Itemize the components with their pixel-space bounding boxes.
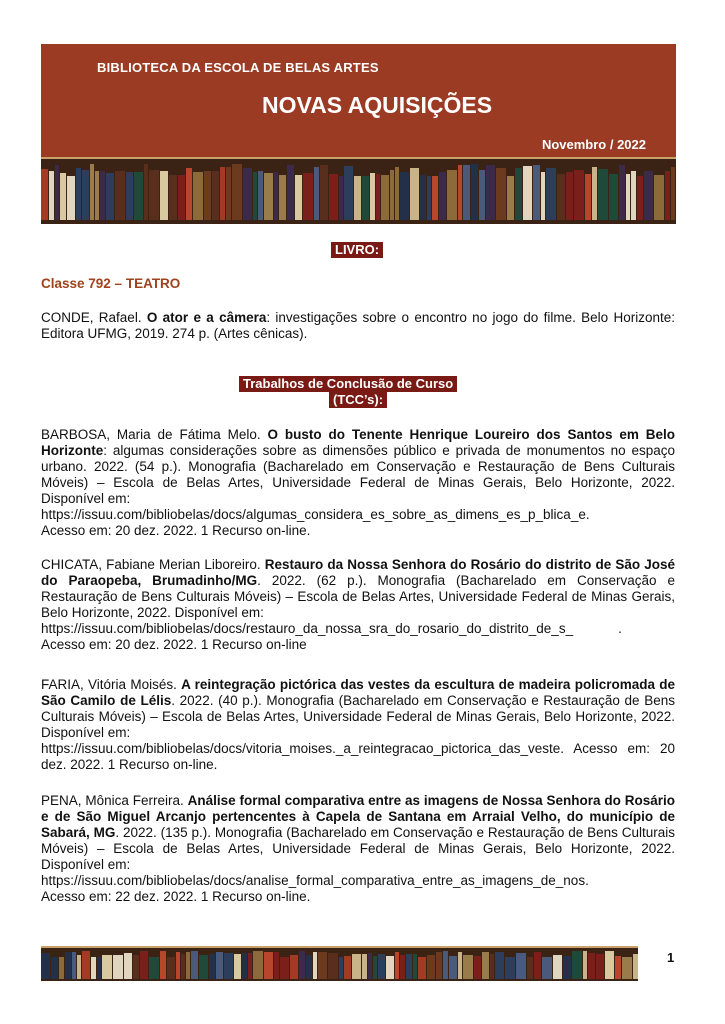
book-spine	[234, 954, 241, 979]
book-spine	[486, 165, 495, 220]
book-spine	[91, 957, 96, 979]
book-spine	[258, 171, 263, 220]
book-spine	[527, 957, 533, 979]
book-spine	[224, 953, 233, 979]
book-spine	[212, 171, 219, 220]
book-spine	[406, 954, 412, 979]
entry-access: Acesso em: 22 dez. 2022. 1 Recurso on-line.	[41, 889, 311, 904]
book-spine	[193, 172, 203, 220]
book-spine	[354, 176, 361, 220]
entry-author: CONDE, Rafael.	[41, 310, 147, 325]
tcc-entry	[41, 677, 675, 773]
entry-details: : algumas considerações sobre as dimensões público e privada de monumentos no espaço urbano. 2022. (54 p.). Monografia (Bacharelado em Conservação e Restauração de Bens Culturais Móveis) – Escola de Belas Artes, Universidade Federal de Minas Gerais, Belo Horizonte, 2022. Disponível em:	[41, 443, 675, 506]
book-spine	[362, 954, 367, 979]
book-spine	[264, 173, 273, 220]
book-spine	[588, 953, 595, 979]
book-spine	[314, 167, 319, 220]
book-spine	[533, 165, 540, 220]
book-spine	[76, 168, 81, 220]
entry-title: O ator e a câmera	[146, 310, 267, 325]
book-spine	[264, 952, 273, 979]
book-spine	[400, 955, 405, 979]
book-spine	[463, 955, 473, 979]
issue-date: Novembro / 2022	[541, 137, 646, 152]
book-spine	[232, 164, 242, 220]
book-spine	[368, 953, 372, 979]
book-spine	[344, 956, 351, 979]
book-spine	[134, 172, 143, 220]
book-spine	[51, 957, 58, 979]
book-spine	[144, 164, 148, 220]
book-spine	[352, 954, 361, 979]
section-label-tcc-abbrev: (TCC’s):	[329, 392, 387, 408]
section-label-livro: LIVRO:	[331, 242, 383, 258]
book-spine	[169, 175, 177, 220]
entry-author: FARIA, Vitória Moisés.	[41, 677, 182, 692]
book-spine	[633, 954, 638, 979]
entry-author: BARBOSA, Maria de Fátima Melo.	[41, 427, 268, 442]
entry-url[interactable]: https://issuu.com/bibliobelas/docs/analise_formal_comparativa_entre_as_imagens_de_nos.	[41, 873, 589, 888]
book-spine	[113, 955, 123, 979]
page-number: 1	[667, 950, 675, 965]
book-spine	[274, 172, 278, 220]
book-spine	[106, 173, 114, 220]
entry-url[interactable]: https://issuu.com/bibliobelas/docs/restauro_da_nossa_sra_do_rosario_do_distrito_de_s_ .	[41, 621, 622, 636]
book-spine	[395, 167, 399, 220]
library-name: BIBLIOTECA DA ESCOLA DE BELAS ARTES	[97, 60, 379, 75]
book-spine	[390, 170, 394, 220]
book-spine	[420, 175, 426, 220]
book-spine	[362, 176, 369, 220]
book-spine	[373, 956, 377, 979]
book-spine	[553, 955, 562, 979]
book-spine	[77, 955, 81, 979]
book-spine	[49, 171, 54, 220]
book-spine	[458, 165, 462, 220]
book-spine	[631, 171, 636, 220]
book-spine	[242, 953, 247, 979]
book-spine	[339, 176, 343, 220]
book-spine	[626, 174, 630, 220]
book-spine	[181, 954, 185, 979]
book-spine	[622, 957, 632, 979]
book-spine	[376, 174, 380, 220]
book-spine	[320, 165, 328, 220]
book-spine	[490, 954, 494, 979]
book-spine	[274, 952, 279, 979]
book-spine	[186, 168, 192, 220]
entry-author: PENA, Mônica Ferreira.	[41, 793, 188, 808]
entry-details: . 2022. (40 p.). Monografia (Bacharelado em Conservação e Restauração de Bens Culturais Móveis) – Escola de Belas Artes, Universidade Federal de Minas Gerais, Belo Horizonte, 2022. Disponível em:	[41, 693, 675, 740]
book-spine	[637, 176, 643, 220]
book-spine	[133, 955, 139, 979]
book-spine	[427, 176, 431, 220]
book-spine	[280, 957, 289, 979]
book-spine	[585, 174, 591, 220]
book-spine	[566, 172, 573, 220]
book-spine	[204, 171, 211, 220]
book-spine	[209, 954, 215, 979]
book-spine	[671, 167, 675, 220]
book-spine	[287, 165, 294, 220]
book-spine	[665, 171, 670, 220]
book-spine	[523, 166, 532, 220]
book-spine	[432, 176, 438, 220]
book-spine	[160, 951, 166, 979]
book-spine	[318, 952, 327, 979]
book-spine	[495, 952, 504, 979]
book-spine	[654, 175, 664, 220]
entry-title: A reintegração pictórica das vestes da escultura de madeira policromada de São Camilo de Lélis	[41, 677, 675, 708]
entry-access: Acesso em: 20 dez. 2022. 1 Recurso on-line	[41, 637, 307, 652]
book-spine	[507, 176, 514, 220]
book-spine	[102, 955, 112, 979]
book-spine	[534, 952, 541, 979]
book-spine	[100, 171, 105, 220]
book-spine	[546, 168, 556, 220]
book-spine	[220, 167, 225, 220]
book-spine	[328, 953, 338, 979]
book-spine	[370, 173, 375, 220]
book-spine	[253, 951, 263, 979]
book-spine	[619, 165, 625, 220]
bookshelf-footer-image	[41, 946, 638, 981]
book-spine	[226, 167, 231, 220]
book-spine	[463, 165, 470, 220]
book-spine	[381, 175, 389, 220]
page-title: NOVAS AQUISIÇÕES	[262, 92, 493, 118]
book-spine	[191, 951, 198, 979]
book-spine	[436, 952, 442, 979]
book-spine	[186, 952, 190, 979]
book-spine	[329, 174, 338, 220]
book-spine	[95, 171, 99, 220]
entry-url[interactable]: https://issuu.com/bibliobelas/docs/vitoria_moises._a_reintegracao_pictorica_das_veste. Acesso em: 20 dez. 2022. 1 Recurso on-line.	[41, 741, 675, 772]
book-spine	[124, 953, 132, 979]
book-spine	[439, 172, 446, 220]
book-spine	[386, 956, 394, 979]
book-spine	[248, 953, 252, 979]
book-spine	[60, 173, 66, 220]
book-spine	[496, 168, 506, 220]
book-spine	[400, 172, 409, 220]
book-spine	[90, 164, 94, 220]
book-spine	[542, 957, 552, 979]
book-spine	[378, 954, 385, 979]
book-spine	[574, 170, 584, 220]
book-spine	[515, 168, 522, 220]
book-spine	[313, 952, 317, 979]
book-spine	[471, 164, 478, 220]
book-spine	[615, 956, 621, 979]
book-spine	[149, 170, 159, 220]
book-spine	[306, 955, 312, 979]
book-spine	[41, 953, 50, 979]
bookshelf-banner-image	[41, 157, 676, 224]
book-spine	[598, 169, 608, 220]
book-spine	[605, 951, 614, 979]
book-spine	[243, 168, 252, 220]
entry-title: Restauro da Nossa Senhora do Rosário do distrito de São José do Paraopeba, Brumadinho/MG	[41, 557, 675, 588]
book-spine	[59, 957, 64, 979]
book-spine	[253, 172, 257, 220]
book-spine	[395, 952, 399, 979]
book-spine	[344, 166, 353, 220]
entry-details: : investigações sobre o encontro no jogo do filme. Belo Horizonte: Editora UFMG, 2019. 274 p. (Artes cênicas).	[41, 310, 675, 341]
book-spine	[176, 952, 180, 979]
book-spine	[413, 954, 417, 979]
book-spine	[160, 171, 168, 220]
book-spine	[458, 952, 462, 979]
book-spine	[167, 957, 175, 979]
book-spine	[505, 957, 515, 979]
book-spine	[339, 957, 343, 979]
book-spine	[216, 952, 223, 979]
book-spine	[482, 952, 489, 979]
book-entry	[41, 310, 675, 342]
book-spine	[295, 175, 302, 220]
book-spine	[41, 169, 48, 220]
book-spine	[82, 170, 89, 220]
book-spine	[418, 957, 426, 979]
entry-title: O busto do Tenente Henrique Loureiro dos Santos em Belo Horizonte	[41, 427, 675, 458]
book-spine	[126, 172, 133, 220]
book-spine	[410, 168, 419, 220]
book-spine	[583, 951, 587, 979]
book-spine	[199, 955, 208, 979]
book-spine	[55, 165, 59, 220]
book-spine	[178, 175, 185, 220]
section-label-tcc: Trabalhos de Conclusão de Curso	[239, 376, 457, 392]
book-spine	[516, 953, 526, 979]
book-spine	[149, 957, 159, 979]
book-spine	[290, 955, 298, 979]
classe-heading: Classe 792 – TEATRO	[41, 276, 181, 291]
book-spine	[279, 175, 286, 220]
header-banner	[41, 44, 676, 157]
book-spine	[72, 952, 76, 979]
book-spine	[447, 170, 457, 220]
book-spine	[449, 956, 457, 979]
entry-url[interactable]: https://issuu.com/bibliobelas/docs/algumas_considera_es_sobre_as_dimens_es_p_blica_e.	[41, 507, 590, 522]
book-spine	[82, 951, 90, 979]
book-spine	[97, 957, 101, 979]
book-spine	[572, 951, 582, 979]
entry-title: Análise formal comparativa entre as imagens de Nossa Senhora do Rosário e de São Miguel Arcanjo pertencentes à Capela de Santana em Arraial Velho, do município de Sabará, MG	[41, 793, 675, 840]
entry-author: CHICATA, Fabiane Merian Liboreiro.	[41, 557, 265, 572]
book-spine	[140, 951, 148, 979]
book-spine	[299, 951, 305, 979]
book-spine	[609, 174, 618, 220]
book-spine	[644, 171, 653, 220]
book-spine	[479, 170, 485, 220]
book-spine	[596, 954, 604, 979]
book-spine	[443, 951, 448, 979]
book-spine	[541, 172, 545, 220]
book-spine	[427, 955, 435, 979]
tcc-entry	[41, 427, 675, 539]
tcc-entry	[41, 793, 675, 905]
book-spine	[67, 176, 75, 220]
book-spine	[115, 171, 125, 220]
book-spine	[474, 956, 481, 979]
book-spine	[303, 173, 313, 220]
entry-details: . 2022. (135 p.). Monografia (Bacharelado em Conservação e Restauração de Bens Culturais Móveis) – Escola de Belas Artes, Universidade Federal de Minas Gerais, Belo Horizonte, 2022. Disponível em:	[41, 825, 676, 872]
entry-access: Acesso em: 20 dez. 2022. 1 Recurso on-line.	[41, 523, 311, 538]
book-spine	[557, 174, 565, 220]
book-spine	[592, 167, 597, 220]
book-spine	[563, 956, 571, 979]
tcc-entry	[41, 557, 675, 653]
book-spine	[65, 952, 71, 979]
entry-details: . 2022. (62 p.). Monografia (Bacharelado em Conservação e Restauração de Bens Culturais Móveis) – Escola de Belas Artes, Universidade Federal de Minas Gerais, Belo Horizonte, 2022. Disponível em:	[41, 573, 675, 620]
